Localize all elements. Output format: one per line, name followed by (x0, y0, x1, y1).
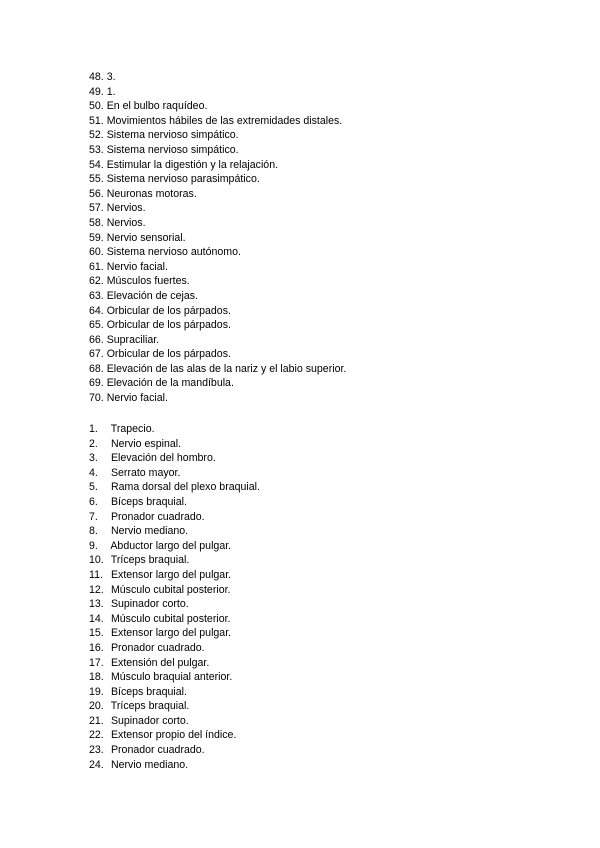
item-number: 19. (89, 685, 104, 698)
item-text: Músculo braquial anterior. (110, 671, 233, 684)
item-text: Nervios. (106, 216, 146, 229)
list-item (89, 70, 346, 85)
list-item (89, 245, 346, 260)
list-item (89, 231, 346, 246)
item-number: 24. (89, 758, 104, 771)
item-text: Elevación de las alas de la nariz y el labio superior. (106, 362, 347, 375)
item-number: 2. (89, 437, 98, 450)
list-item (89, 85, 346, 100)
item-number: 22. (89, 729, 104, 742)
item-number: 4. (89, 466, 98, 479)
item-number: 56. (89, 187, 104, 200)
item-number: 12. (89, 583, 104, 596)
item-text: Elevación del hombro. (110, 452, 216, 465)
item-number: 62. (89, 275, 104, 288)
item-text: Orbicular de los párpados. (106, 304, 231, 317)
item-text: Trapecio. (110, 423, 155, 435)
list-item (89, 347, 346, 362)
list-item (89, 437, 260, 452)
item-text: Extensor largo del pulgar. (110, 627, 232, 640)
item-number: 5. (89, 481, 98, 494)
list-item (89, 274, 346, 289)
list-item (89, 304, 346, 319)
item-text: Nervio espinal. (110, 437, 182, 450)
item-number: 54. (89, 158, 104, 171)
item-number: 16. (89, 641, 104, 654)
list-item (89, 260, 346, 275)
item-text: Sistema nervioso parasimpático. (106, 173, 260, 186)
item-text: Extensor largo del pulgar. (110, 568, 232, 581)
list-item (89, 495, 260, 510)
list-item (89, 597, 260, 612)
item-text: Supinador corto. (110, 598, 189, 611)
item-text: Orbicular de los párpados. (106, 348, 231, 361)
item-number: 14. (89, 612, 104, 625)
list-item (89, 612, 260, 627)
list-item (89, 699, 260, 714)
item-number: 7. (89, 510, 98, 523)
item-number: 48. (89, 71, 104, 83)
item-text: 1. (106, 85, 116, 98)
list-item (89, 201, 346, 216)
list-item (89, 99, 346, 114)
item-number: 50. (89, 100, 104, 113)
item-text: Abductor largo del pulgar. (110, 539, 232, 552)
list-item (89, 172, 346, 187)
list-item (89, 318, 346, 333)
item-number: 66. (89, 333, 104, 346)
item-text: Nervio facial. (106, 260, 168, 273)
list-item (89, 524, 260, 539)
list-item (89, 466, 260, 481)
item-text: Nervio mediano. (110, 758, 189, 771)
item-number: 23. (89, 744, 104, 757)
item-text: Serrato mayor. (110, 466, 181, 479)
list-item (89, 641, 260, 656)
list-item (89, 510, 260, 525)
item-text: Nervio facial. (106, 392, 168, 405)
item-text: Extensión del pulgar. (110, 656, 210, 669)
item-number: 10. (89, 554, 104, 567)
item-text: Movimientos hábiles de las extremidades distales. (106, 114, 343, 127)
item-number: 59. (89, 231, 104, 244)
list-item (89, 143, 346, 158)
item-number: 1. (89, 423, 98, 435)
item-text: Estimular la digestión y la relajación. (106, 158, 279, 171)
list-item (89, 714, 260, 729)
item-text: Rama dorsal del plexo braquial. (110, 481, 260, 494)
list-item (89, 728, 260, 743)
item-number: 21. (89, 714, 104, 727)
item-text: Pronador cuadrado. (110, 744, 205, 757)
item-text: Bíceps braquial. (110, 495, 187, 508)
list-item (89, 670, 260, 685)
item-text: Supinador corto. (110, 714, 189, 727)
item-number: 63. (89, 289, 104, 302)
item-number: 61. (89, 260, 104, 273)
item-number: 52. (89, 129, 104, 142)
item-number: 51. (89, 114, 104, 127)
item-text: En el bulbo raquídeo. (106, 100, 208, 113)
item-text: Sistema nervioso autónomo. (106, 246, 241, 259)
item-text: Extensor propio del índice. (110, 729, 237, 742)
item-text: Músculos fuertes. (106, 275, 190, 288)
item-number: 3. (89, 452, 98, 465)
answer-list-48-70 (89, 70, 346, 406)
item-number: 53. (89, 143, 104, 156)
list-item (89, 216, 346, 231)
list-item (89, 128, 346, 143)
item-text: Sistema nervioso simpático. (106, 129, 239, 142)
item-number: 15. (89, 627, 104, 640)
item-text: Nervios. (106, 202, 146, 215)
item-text: Músculo cubital posterior. (110, 583, 231, 596)
item-number: 68. (89, 362, 104, 375)
item-number: 69. (89, 377, 104, 390)
list-item (89, 685, 260, 700)
list-item (89, 626, 260, 641)
item-number: 55. (89, 173, 104, 186)
list-item (89, 553, 260, 568)
item-text: Elevación de la mandíbula. (106, 377, 234, 390)
item-text: Nervio mediano. (110, 525, 189, 538)
list-item (89, 539, 260, 554)
item-number: 64. (89, 304, 104, 317)
item-text: Pronador cuadrado. (110, 641, 205, 654)
item-text: Sistema nervioso simpático. (106, 143, 239, 156)
item-number: 65. (89, 319, 104, 332)
item-number: 11. (89, 568, 103, 581)
list-item (89, 568, 260, 583)
answer-list-1-24 (89, 422, 260, 772)
item-text: Neuronas motoras. (106, 187, 197, 200)
list-item (89, 362, 346, 377)
list-item (89, 656, 260, 671)
item-text: 3. (106, 71, 116, 83)
list-item (89, 480, 260, 495)
list-item (89, 289, 346, 304)
item-number: 13. (89, 598, 104, 611)
item-text: Tríceps braquial. (110, 700, 190, 713)
item-number: 18. (89, 671, 104, 684)
item-number: 8. (89, 525, 98, 538)
item-number: 58. (89, 216, 104, 229)
item-text: Supraciliar. (106, 333, 160, 346)
item-number: 17. (89, 656, 104, 669)
list-item (89, 158, 346, 173)
item-text: Bíceps braquial. (110, 685, 187, 698)
item-number: 6. (89, 495, 98, 508)
item-number: 70. (89, 392, 104, 405)
list-item (89, 114, 346, 129)
item-number: 67. (89, 348, 104, 361)
list-item (89, 583, 260, 598)
item-text: Nervio sensorial. (106, 231, 186, 244)
list-item (89, 376, 346, 391)
item-text: Orbicular de los párpados. (106, 319, 231, 332)
list-item (89, 187, 346, 202)
item-number: 9. (89, 539, 98, 552)
list-item (89, 451, 260, 466)
list-item (89, 743, 260, 758)
list-item (89, 391, 346, 406)
item-text: Pronador cuadrado. (110, 510, 205, 523)
list-item (89, 422, 260, 437)
item-number: 60. (89, 246, 104, 259)
list-item (89, 333, 346, 348)
item-number: 20. (89, 700, 104, 713)
list-item (89, 758, 260, 773)
item-text: Músculo cubital posterior. (110, 612, 231, 625)
item-number: 49. (89, 85, 104, 98)
item-number: 57. (89, 202, 104, 215)
item-text: Elevación de cejas. (106, 289, 198, 302)
item-text: Tríceps braquial. (110, 554, 190, 567)
